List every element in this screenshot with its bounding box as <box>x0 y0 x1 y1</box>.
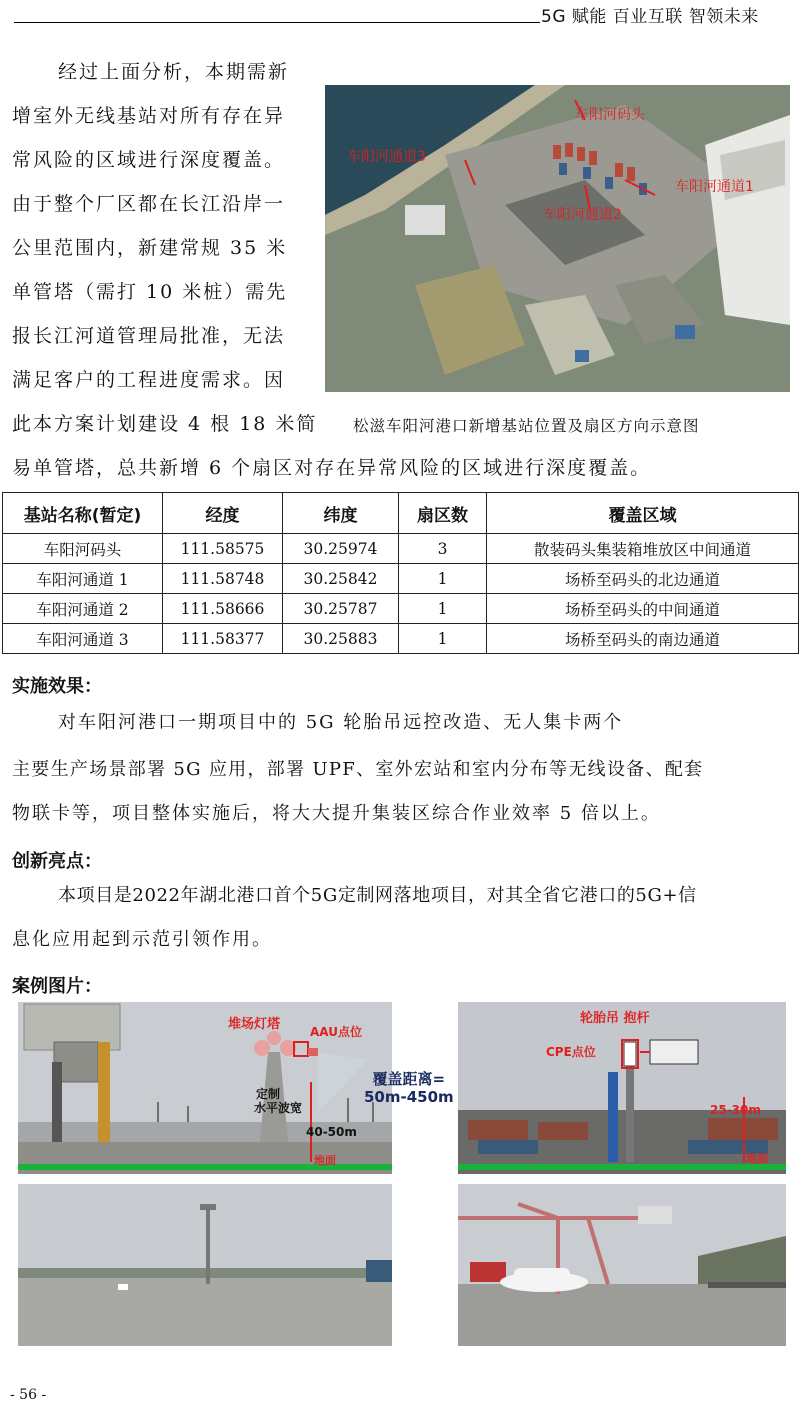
coverage-label-2: 50m-450m <box>364 1088 454 1106</box>
photo2-cpe-label: CPE点位 <box>546 1045 596 1059</box>
map-caption: 松滋车阳河港口新增基站位置及扇区方向示意图 <box>353 417 700 435</box>
table-row <box>3 594 799 624</box>
photo1-height-label: 40-50m <box>306 1125 357 1139</box>
table-cell: 111.58377 <box>163 624 283 654</box>
intro-line-7: 报长江河道管理局批准，无法 <box>12 325 286 347</box>
photo-crane-cpe <box>458 1002 786 1174</box>
coverage-label-1: 覆盖距离= <box>372 1070 446 1088</box>
photo-crane-car <box>458 1184 786 1346</box>
header-slogan: 5G 赋能 百业互联 智领未来 <box>541 7 759 27</box>
intro-line-9: 此本方案计划建设 4 根 18 米简 <box>12 413 318 435</box>
photo2-ground-label: 地面 <box>746 1152 768 1165</box>
table-header-cell: 经度 <box>163 493 283 534</box>
innovation-title: 创新亮点： <box>12 851 102 872</box>
intro-line-8: 满足客户的工程进度需求。因 <box>12 369 286 391</box>
photo-container-yard <box>18 1184 392 1346</box>
table-cell: 30.25883 <box>283 624 399 654</box>
coverage-distance-label <box>364 1070 454 1106</box>
intro-line-6: 单管塔（需打 10 米桩）需先 <box>12 281 288 303</box>
photo-light-tower <box>18 1002 392 1174</box>
table-cell: 车阳河通道 3 <box>3 624 163 654</box>
satellite-map-image <box>325 85 790 392</box>
intro-line-3: 常风险的区域进行深度覆盖。 <box>12 149 286 171</box>
header-rule <box>14 22 540 23</box>
table-cell: 1 <box>399 594 487 624</box>
table-cell: 场桥至码头的北边通道 <box>487 564 799 594</box>
table-cell: 车阳河码头 <box>3 534 163 564</box>
innovation-line-2: 息化应用起到示范引领作用。 <box>12 929 272 950</box>
effect-line-3: 物联卡等，项目整体实施后，将大大提升集装区综合作业效率 5 倍以上。 <box>12 803 661 824</box>
table-header-cell: 扇区数 <box>399 493 487 534</box>
table-cell: 散装码头集装箱堆放区中间通道 <box>487 534 799 564</box>
table-cell: 场桥至码头的南边通道 <box>487 624 799 654</box>
photo1-ground-label: 地面 <box>314 1154 336 1167</box>
intro-line-4: 由于整个厂区都在长江沿岸一 <box>12 193 286 215</box>
map-label-channel-1: 车阳河通道1 <box>675 179 754 195</box>
table-cell: 1 <box>399 564 487 594</box>
intro-line-5: 公里范围内，新建常规 35 米 <box>12 237 288 259</box>
photo1-tower-label: 堆场灯塔 <box>228 1017 281 1032</box>
photo1-aau-label: AAU点位 <box>310 1025 362 1039</box>
table-cell: 111.58748 <box>163 564 283 594</box>
effect-line-2: 主要生产场景部署 5G 应用，部署 UPF、室外宏站和室内分布等无线设备、配套 <box>12 759 704 780</box>
table-cell: 场桥至码头的中间通道 <box>487 594 799 624</box>
table-cell: 3 <box>399 534 487 564</box>
table-row <box>3 534 799 564</box>
table-header-cell: 基站名称(暂定) <box>3 493 163 534</box>
table-cell: 1 <box>399 624 487 654</box>
photo1-beam-label-2: 水平波宽 <box>254 1101 303 1115</box>
intro-line-1: 经过上面分析，本期需新 <box>58 61 290 83</box>
map-label-channel-2: 车阳河通道2 <box>543 207 622 223</box>
table-cell: 车阳河通道 1 <box>3 564 163 594</box>
base-station-table <box>2 492 799 654</box>
table-header-cell: 覆盖区域 <box>487 493 799 534</box>
page-number: - 56 - <box>10 1387 47 1403</box>
innovation-line-1: 本项目是2022年湖北港口首个5G定制网落地项目，对其全省它港口的5G+信 <box>58 885 697 906</box>
table-cell: 30.25842 <box>283 564 399 594</box>
table-cell: 30.25787 <box>283 594 399 624</box>
photos-title: 案例图片： <box>12 976 102 997</box>
table-cell: 30.25974 <box>283 534 399 564</box>
photo1-beam-label-1: 定制 <box>256 1087 281 1101</box>
table-cell: 111.58666 <box>163 594 283 624</box>
table-cell: 111.58575 <box>163 534 283 564</box>
photo2-crane-label: 轮胎吊 抱杆 <box>580 1011 650 1026</box>
photo2-height-label: 25-30m <box>710 1103 761 1117</box>
intro-line-2: 增室外无线基站对所有存在异 <box>12 105 286 127</box>
table-row <box>3 624 799 654</box>
map-label-channel-3: 车阳河通道3 <box>347 149 426 165</box>
map-label-wharf: 车阳河码头 <box>575 107 645 123</box>
intro-line-10: 易单管塔，总共新增 6 个扇区对存在异常风险的区域进行深度覆盖。 <box>12 457 652 479</box>
table-header-row <box>3 493 799 534</box>
table-cell: 车阳河通道 2 <box>3 594 163 624</box>
table-row <box>3 564 799 594</box>
effect-title: 实施效果： <box>12 676 102 697</box>
table-header-cell: 纬度 <box>283 493 399 534</box>
effect-line-1: 对车阳河港口一期项目中的 5G 轮胎吊远控改造、无人集卡两个 <box>58 712 624 733</box>
